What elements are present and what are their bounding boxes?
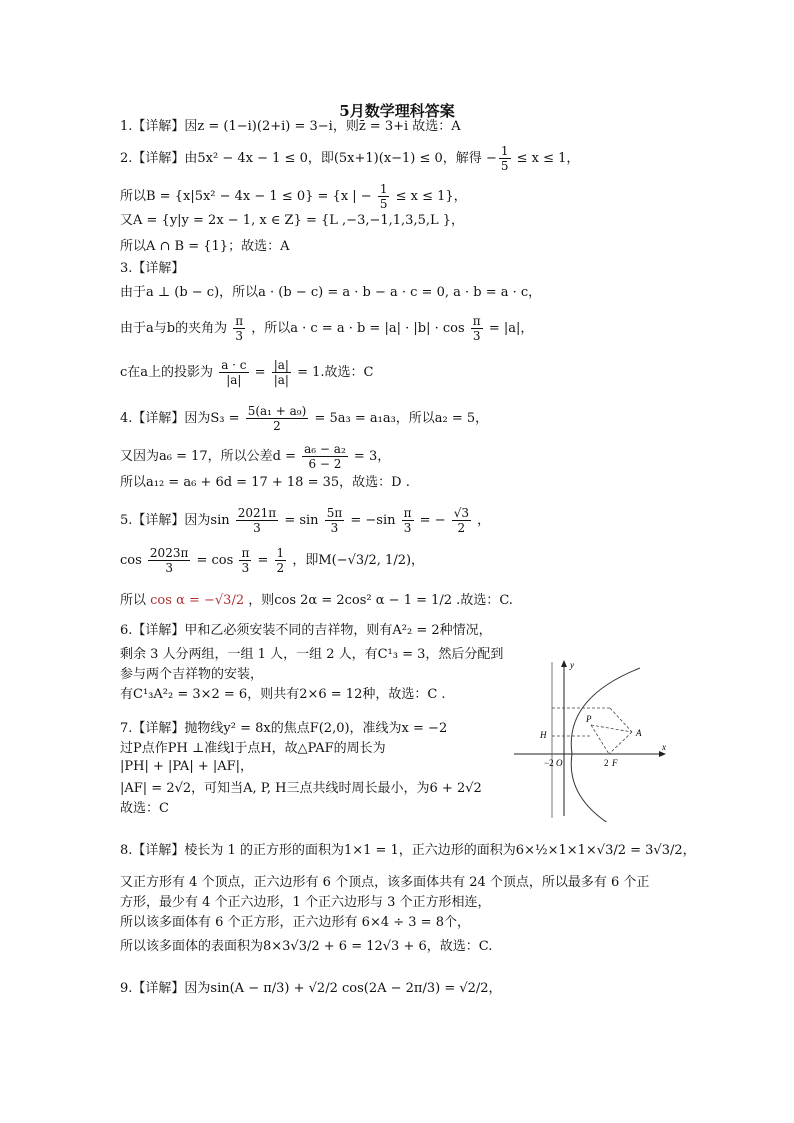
answer-q2-line2: 所以B = {x|5x² − 4x − 1 ≤ 0} = {x | − $\frac{1}{5}$ ≤ x ≤ 1}， [120,182,467,211]
answer-q7-line3: |PH| + |PA| + |AF|， [120,759,254,774]
answer-q7-line2: 过P点作PH ⊥准线l于点H，故△PAF的周长为 [120,741,386,756]
answer-q2-line3: 又A = {y|y = 2x − 1, x ∈ Z} = {L ,−3,−1,1,3,5,L }， [120,213,465,228]
tick-neg2: −2 [544,758,554,768]
answer-q1: 1.【详解】因z = (1−i)(2+i) = 3−i，则z̄ = 3+i 故选：A [120,119,461,134]
answer-q3-line1: 由于a ⊥ (b − c)，所以a · (b − c) = a · b − a · c = 0, a · b = a · c， [120,285,542,300]
answer-q6-line2: 剩余 3 人分两组，一组 1 人，一组 2 人，有C¹₃ = 3，然后分配到 [120,647,504,662]
answer-q7-line4: |AF| = 2√2，可知当A, P, H三点共线时周长最小，为6 + 2√2 [120,781,482,796]
answer-q8-line4: 所以该多面体有 6 个正方形，正六边形有 6×4 ÷ 3 = 8个， [120,915,470,930]
pf-dashed [591,725,609,754]
answer-q6-line3: 参与两个吉祥物的安装， [120,667,264,682]
answer-q3-line2: 由于a与b的夹角为 $\frac{\pi}{3}$ ，所以a · c = a · b = |a| · |b| · cos $\frac{\pi}{3}$ = |a|， [120,314,534,343]
answer-q4-line1: 4.【详解】因为S₃ = $\frac{\text{5(a₁ + a₉)}}{2}$ = 5a₃ = a₁a₃，所以a₂ = 5， [120,404,489,433]
q2-fraction: $\frac{1}{5}$ [500,144,509,173]
top-to-a [610,708,632,732]
label-h: H [540,730,547,740]
q2-text: 2.【详解】由5x² − 4x − 1 ≤ 0，即(5x+1)(x−1) ≤ 0，解得 [120,151,482,166]
y-arrow [561,660,567,667]
label-y: y [570,660,574,670]
answer-q3-heading: 3.【详解】 [120,261,185,276]
answer-q2-line1: 2.【详解】由5x² − 4x − 1 ≤ 0，即(5x+1)(x−1) ≤ 0，解得 − $\frac{1}{5}$ ≤ x ≤ 1， [120,144,580,173]
label-a: A [636,728,642,738]
answer-q9-line1: 9.【详解】因为sin(A − π/3) + √2/2 cos(2A − 2π/3) = √2/2， [120,981,502,996]
af-dashed [609,732,632,754]
answer-q8-line2: 又正方形有 4 个顶点，正六边形有 6 个顶点，该多面体共有 24 个顶点，所以最多有 6 个正 [120,875,650,890]
pa-dashed [591,725,632,732]
parabola [571,668,640,822]
answer-q3-line3: c在a上的投影为 $\frac{a \cdot c}{|a|}$ = $\frac{|a|}{|a|}$ = 1.故选：C [120,358,374,387]
page-title: 5月数学理科答案 [339,102,455,120]
answer-q7-line1: 7.【详解】抛物线y² = 8x的焦点F(2,0)，准线为x = −2 [120,721,448,736]
label-x: x [662,742,666,752]
answer-q4-line2: 又因为a₆ = 17，所以公差d = $\frac{\text{a₆ − a₂}}{6 - 2}$ = 3， [120,442,391,471]
answer-q6-line1: 6.【详解】甲和乙必须安装不同的吉祥物，则有A²₂ = 2种情况， [120,623,492,638]
answer-q8-line5: 所以该多面体的表面积为8×3√3/2 + 6 = 12√3 + 6，故选：C. [120,939,493,954]
answer-q6-line4: 有C¹₃A²₂ = 3×2 = 6，则共有2×6 = 12种，故选：C . [120,687,446,702]
answer-q5-line3: 所以 cos α = −√3/2 ，则cos 2α = 2cos² α − 1 = 1/2 .故选：C. [120,593,513,608]
q2b-fraction: $\frac{1}{5}$ [379,182,388,211]
answer-q4-line3: 所以a₁₂ = a₆ + 6d = 17 + 18 = 35，故选：D . [120,475,410,490]
answer-q2-line4: 所以A ∩ B = {1}；故选：A [120,239,290,254]
label-o: O [556,758,563,768]
parabola-figure [512,658,672,822]
label-f: F [612,758,618,768]
answer-q8-line3: 方形，最少有 4 个正六边形，1 个正六边形与 3 个正方形相连， [120,895,491,910]
tick-2: 2 [604,758,609,768]
answer-q7-line5: 故选：C [120,801,169,816]
q5-highlight: cos α = −√3/2 [150,593,245,608]
answer-q5-line1: 5.【详解】因为sin $\frac{2021\pi}{3}$ = sin $\frac{5\pi}{3}$ = −sin $\frac{\pi}{3}$ = − $\frac{√3}{2}$ ， [120,506,491,535]
answer-q5-line2: cos $\frac{2023\pi}{3}$ = cos $\frac{\pi}{3}$ = $\frac{1}{2}$ ，即M(−√3/2, 1/2)， [120,546,425,575]
answer-q8-line1: 8.【详解】棱长为 1 的正方形的面积为1×1 = 1，正六边形的面积为6×½×1×1×√3/2 = 3√3/2， [120,843,696,858]
label-p: P [586,714,592,724]
